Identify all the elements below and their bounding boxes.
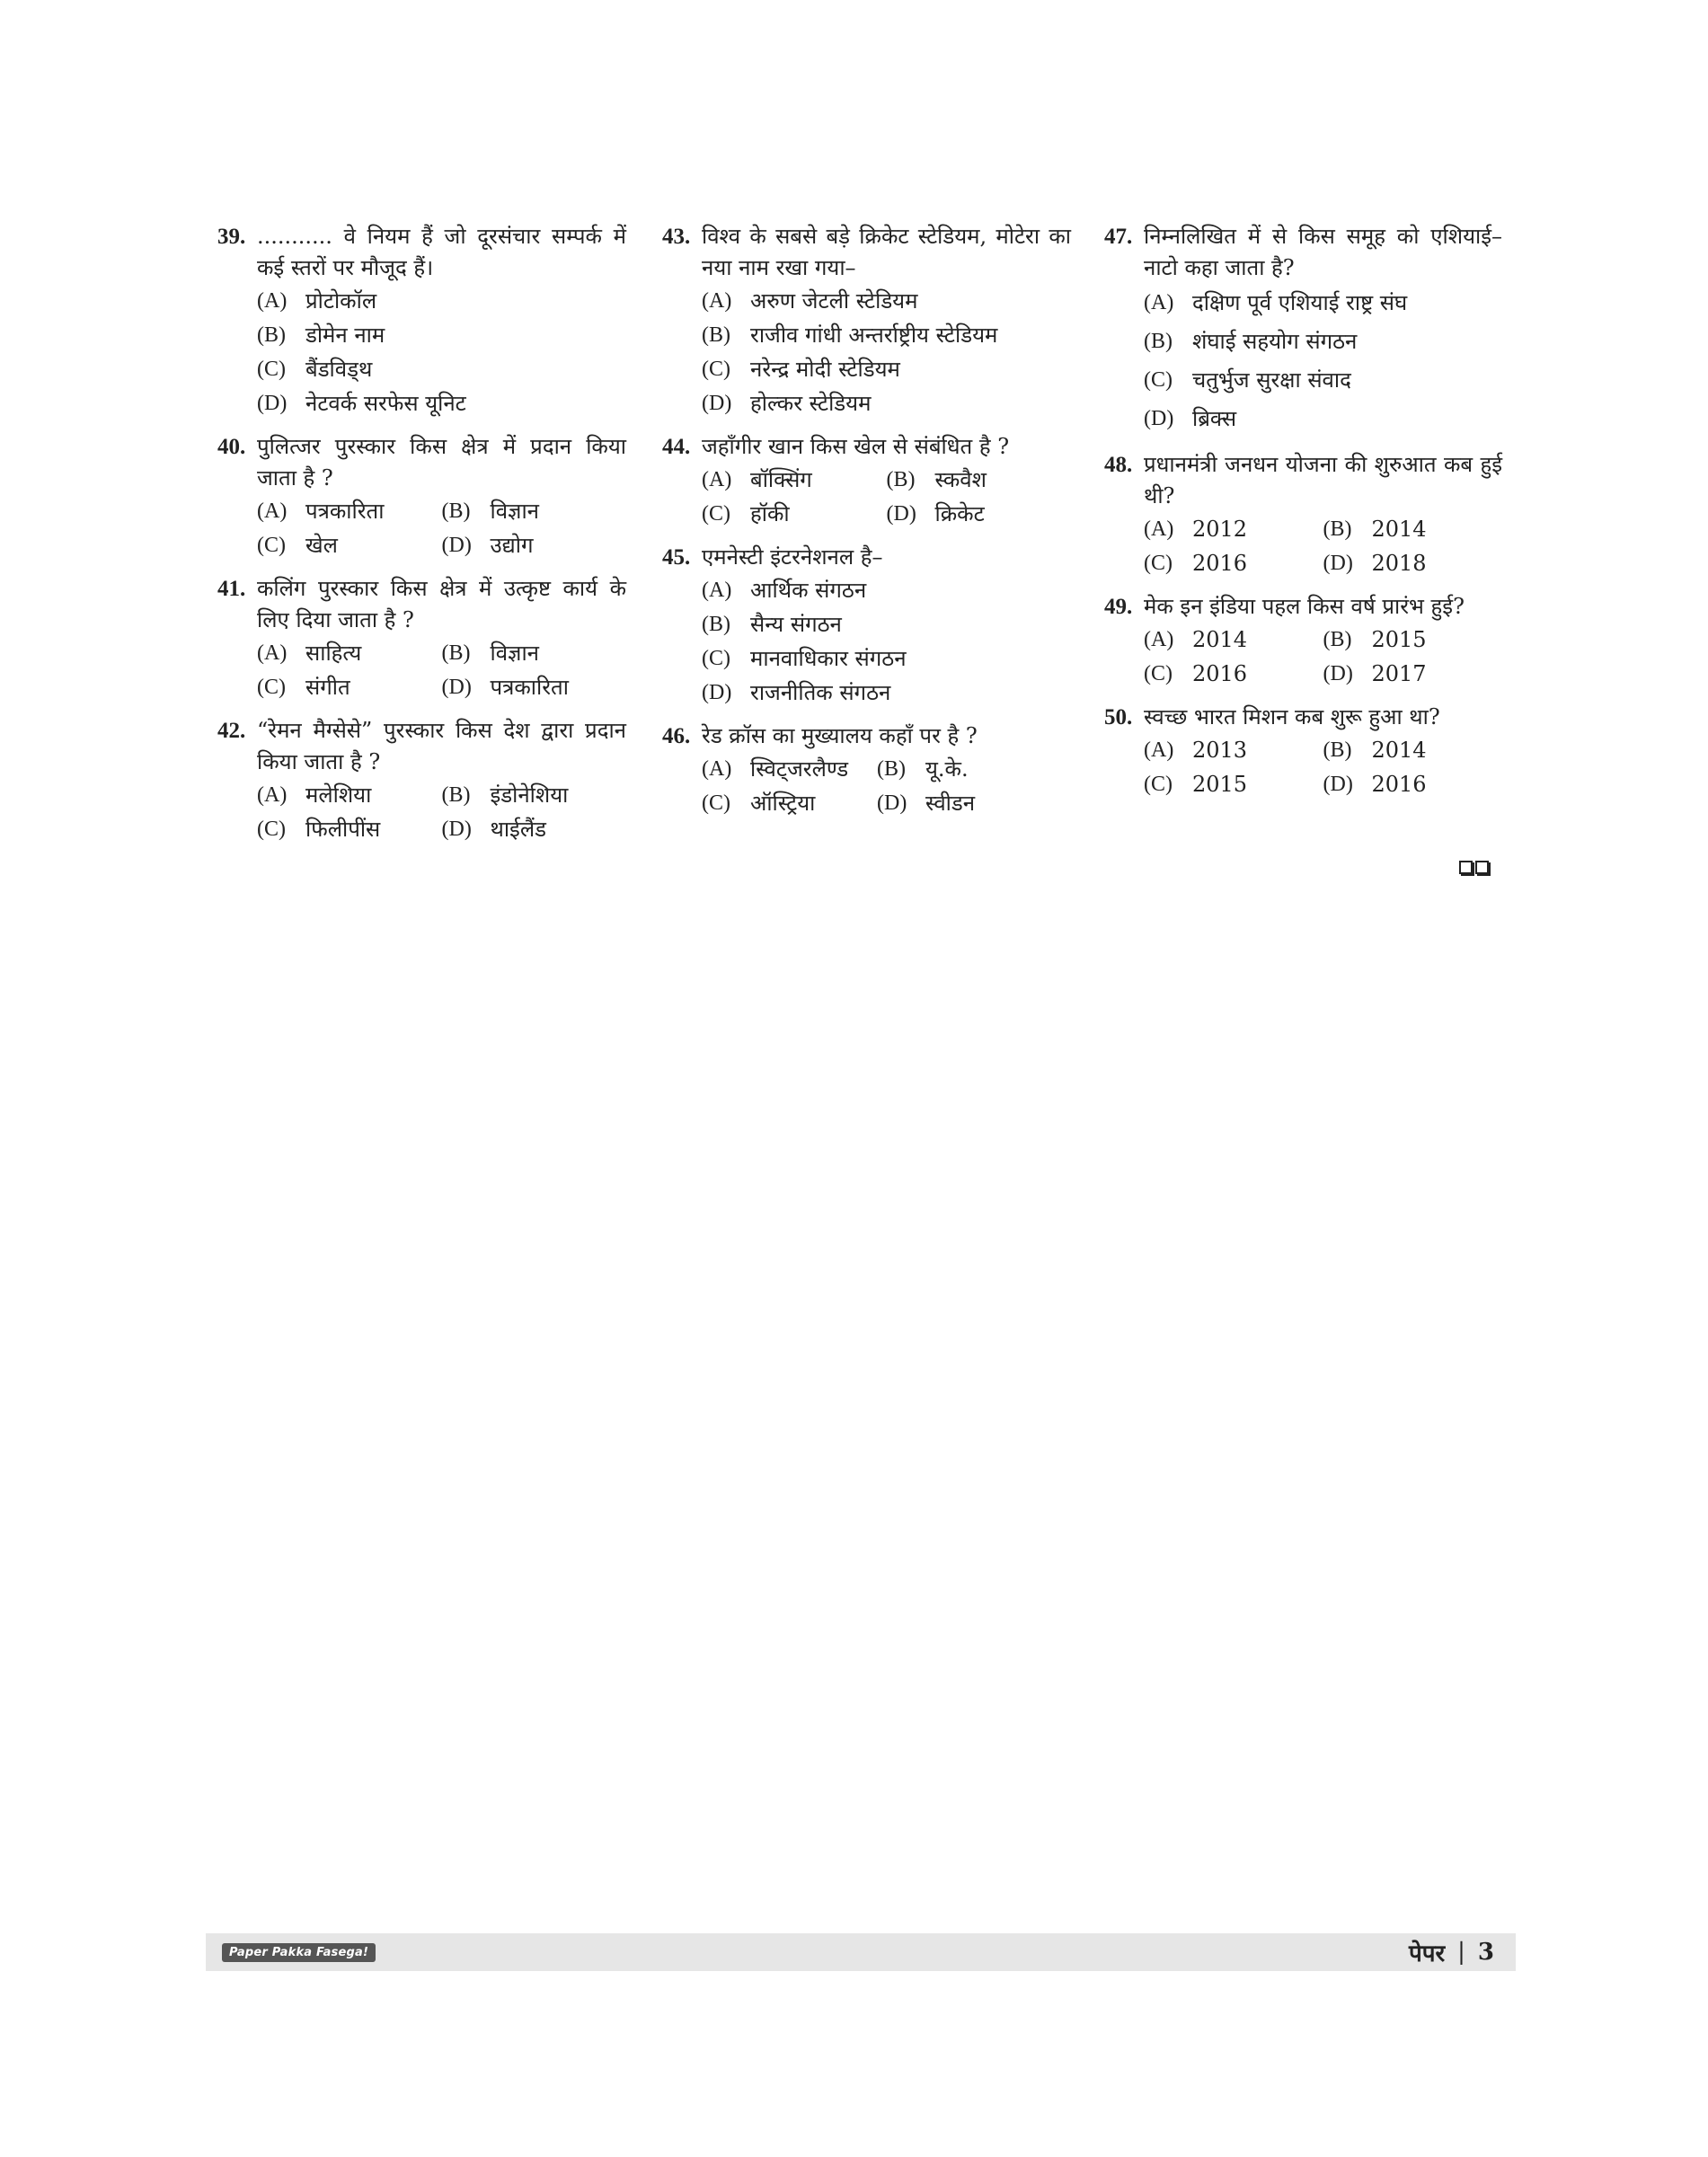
option-a: (A) अरुण जेटली स्टेडियम bbox=[702, 288, 918, 314]
option-b: (B) स्कवैश bbox=[886, 467, 987, 492]
question-text: पुलित्जर पुरस्कार किस क्षेत्र में प्रदान किया जाता है ? bbox=[257, 434, 626, 491]
question-text: कलिंग पुरस्कार किस क्षेत्र में उत्कृष्ट कार्य के लिए दिया जाता है ? bbox=[257, 576, 626, 632]
question-text: निम्नलिखित में से किस समूह को एशियाई–नाटो कहा जाता है? bbox=[1144, 224, 1502, 280]
question-number: 42. bbox=[217, 719, 246, 743]
question-number: 50. bbox=[1104, 705, 1133, 729]
question-number: 47. bbox=[1104, 225, 1133, 249]
question-48 bbox=[1104, 449, 1502, 580]
page-footer bbox=[206, 1933, 1516, 1971]
question-number: 39. bbox=[217, 225, 246, 249]
option-c: (C) बैंडविड्थ bbox=[257, 357, 373, 382]
question-content bbox=[217, 221, 1502, 886]
question-number: 48. bbox=[1104, 453, 1133, 477]
option-a: (A) दक्षिण पूर्व एशियाई राष्ट्र संघ bbox=[1144, 290, 1408, 315]
option-b: (B) यू.के. bbox=[877, 756, 969, 782]
option-b: (B) डोमेन नाम bbox=[257, 323, 385, 348]
footer-separator: | bbox=[1457, 1939, 1465, 1966]
question-text: प्रधानमंत्री जनधन योजना की शुरुआत कब हुई थी? bbox=[1144, 452, 1502, 508]
question-42 bbox=[217, 715, 626, 846]
question-47 bbox=[1104, 221, 1502, 438]
option-b: (B) राजीव गांधी अन्तर्राष्ट्रीय स्टेडियम bbox=[702, 323, 998, 348]
option-d: (D) 2018 bbox=[1323, 551, 1427, 576]
option-c: (C) मानवाधिकार संगठन bbox=[702, 646, 907, 671]
option-b: (B) विज्ञान bbox=[441, 499, 539, 524]
option-c: (C) 2016 bbox=[1144, 661, 1248, 686]
option-b: (B) 2015 bbox=[1323, 627, 1427, 652]
question-text: विश्व के सबसे बड़े क्रिकेट स्टेडियम, मोटेरा का नया नाम रखा गया– bbox=[702, 224, 1071, 280]
option-c: (C) 2015 bbox=[1144, 772, 1248, 797]
option-a: (A) पत्रकारिता bbox=[257, 499, 385, 524]
option-d: (D) स्वीडन bbox=[877, 791, 976, 816]
question-text: एमनेस्टी इंटरनेशनल है– bbox=[702, 544, 883, 570]
option-a: (A) प्रोटोकॉल bbox=[257, 288, 377, 314]
option-b: (B) 2014 bbox=[1323, 517, 1427, 542]
question-number: 49. bbox=[1104, 595, 1133, 619]
question-50 bbox=[1104, 702, 1502, 801]
option-d: (D) 2017 bbox=[1323, 661, 1427, 686]
option-b: (B) विज्ञान bbox=[441, 641, 539, 666]
question-number: 45. bbox=[662, 545, 691, 570]
option-c: (C) संगीत bbox=[257, 675, 350, 700]
option-c: (C) फिलीपींस bbox=[257, 817, 381, 842]
question-number: 44. bbox=[662, 435, 691, 459]
question-39 bbox=[217, 221, 626, 420]
option-a: (A) आर्थिक संगठन bbox=[702, 578, 867, 603]
question-44 bbox=[662, 431, 1071, 531]
option-a: (A) साहित्य bbox=[257, 641, 362, 666]
option-d: (D) 2016 bbox=[1323, 772, 1427, 797]
footer-section-label: पेपर bbox=[1408, 1940, 1446, 1967]
question-text: मेक इन इंडिया पहल किस वर्ष प्रारंभ हुई? bbox=[1144, 594, 1465, 619]
question-text: स्वच्छ भारत मिशन कब शुरू हुआ था? bbox=[1144, 704, 1440, 729]
option-d: (D) होल्कर स्टेडियम bbox=[702, 391, 872, 416]
option-d: (D) पत्रकारिता bbox=[441, 675, 569, 700]
question-number: 40. bbox=[217, 435, 246, 459]
question-number: 46. bbox=[662, 724, 691, 748]
question-text: “रेमन मैग्सेसे” पुरस्कार किस देश द्वारा प्रदान किया जाता है ? bbox=[257, 718, 626, 774]
question-49 bbox=[1104, 591, 1502, 691]
end-of-section-squares-icon bbox=[1459, 861, 1489, 874]
option-c: (C) नरेन्द्र मोदी स्टेडियम bbox=[702, 357, 900, 382]
option-b: (B) शंघाई सहयोग संगठन bbox=[1144, 329, 1358, 354]
option-c: (C) हॉकी bbox=[702, 501, 790, 526]
question-text: ........... वे नियम हैं जो दूरसंचार सम्पर्क में कई स्तरों पर मौजूद हैं। bbox=[257, 224, 626, 280]
option-a: (A) मलेशिया bbox=[257, 782, 372, 808]
option-c: (C) चतुर्भुज सुरक्षा संवाद bbox=[1144, 367, 1351, 393]
option-a: (A) 2013 bbox=[1144, 738, 1248, 763]
question-45 bbox=[662, 542, 1071, 710]
column-3 bbox=[1104, 221, 1502, 812]
option-b: (B) इंडोनेशिया bbox=[441, 782, 569, 808]
page-number: 3 bbox=[1477, 1939, 1494, 1966]
question-41 bbox=[217, 573, 626, 704]
option-d: (D) राजनीतिक संगठन bbox=[702, 680, 891, 705]
option-d: (D) नेटवर्क सरफेस यूनिट bbox=[257, 391, 466, 416]
question-text: रेड क्रॉस का मुख्यालय कहाँ पर है ? bbox=[702, 723, 978, 748]
option-d: (D) क्रिकेट bbox=[886, 501, 985, 526]
question-text: जहाँगीर खान किस खेल से संबंधित है ? bbox=[702, 434, 1010, 459]
option-d: (D) उद्योग bbox=[441, 533, 534, 558]
column-2 bbox=[662, 221, 1071, 831]
option-b: (B) 2014 bbox=[1323, 738, 1427, 763]
option-a: (A) 2014 bbox=[1144, 627, 1248, 652]
option-a: (A) 2012 bbox=[1144, 517, 1248, 542]
question-number: 43. bbox=[662, 225, 691, 249]
option-d: (D) ब्रिक्स bbox=[1144, 406, 1237, 431]
option-c: (C) ऑस्ट्रिया bbox=[702, 791, 816, 816]
page-info bbox=[1409, 1936, 1494, 1968]
question-46 bbox=[662, 720, 1071, 820]
column-1 bbox=[217, 221, 626, 857]
option-b: (B) सैन्य संगठन bbox=[702, 612, 842, 637]
publisher-logo: Paper Pakka Fasega! bbox=[222, 1943, 376, 1962]
option-d: (D) थाईलैंड bbox=[441, 817, 546, 842]
option-a: (A) स्विट्जरलैण्ड bbox=[702, 756, 849, 782]
question-40 bbox=[217, 431, 626, 562]
option-c: (C) खेल bbox=[257, 533, 338, 558]
option-c: (C) 2016 bbox=[1144, 551, 1248, 576]
question-number: 41. bbox=[217, 577, 246, 601]
question-43 bbox=[662, 221, 1071, 420]
option-a: (A) बॉक्सिंग bbox=[702, 467, 812, 492]
